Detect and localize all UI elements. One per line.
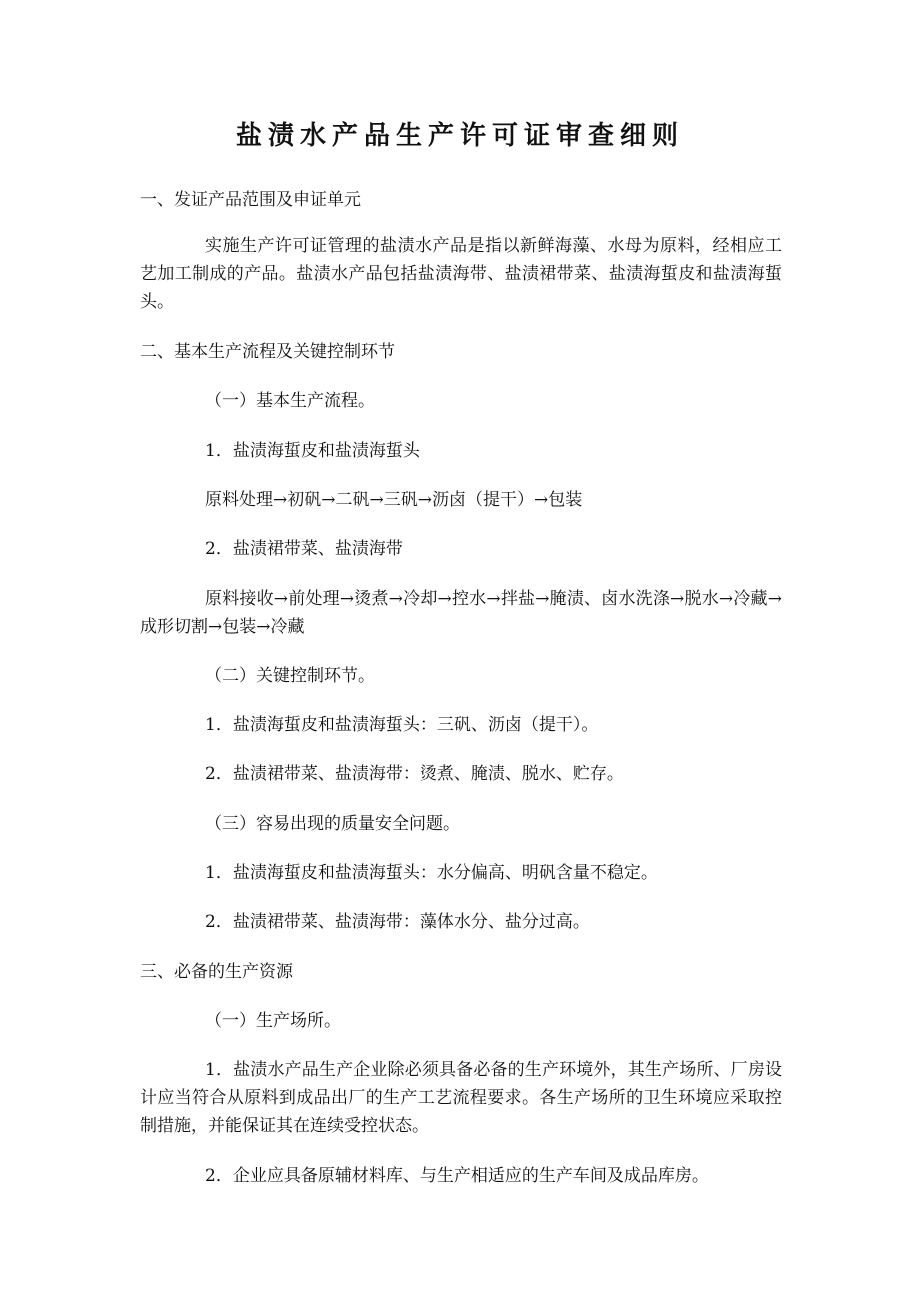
subsection-basic-flow: （一）基本生产流程。 [205,391,375,411]
control-item-jellyfish: 1．盐渍海蜇皮和盐渍海蜇头：三矾、沥卤（提干）。 [205,715,599,735]
section-1-paragraph: 实施生产许可证管理的盐渍水产品是指以新鲜海藻、水母为原料，经相应工艺加工制成的产品。盐渍水产品包括盐渍海带、盐渍裙带菜、盐渍海蜇皮和盐渍海蜇头。 [140,236,782,312]
flow-item-jellyfish: 1．盐渍海蜇皮和盐渍海蜇头 [205,441,420,461]
production-site-paragraph-2: 2．企业应具备原辅材料库、与生产相适应的生产车间及成品库房。 [205,1166,709,1186]
subsection-key-control: （二）关键控制环节。 [205,666,375,686]
production-site-paragraph-1: 1．盐渍水产品生产企业除必须具备必备的生产环境外，其生产场所、厂房设计应当符合从原料到成品出厂的生产工艺流程要求。各生产场所的卫生环境应采取控制措施，并能保证其在连续受控状态。 [140,1060,782,1136]
document-title: 盐渍水产品生产许可证审查细则 [235,121,684,151]
section-3-heading: 三、必备的生产资源 [140,962,293,982]
issue-item-seaweed: 2．盐渍裙带菜、盐渍海带：藻体水分、盐分过高。 [205,912,590,932]
subsection-quality-issues: （三）容易出现的质量安全问题。 [205,814,460,834]
subsection-production-site: （一）生产场所。 [205,1011,341,1031]
section-2-heading: 二、基本生产流程及关键控制环节 [140,342,395,362]
flow-item-seaweed: 2．盐渍裙带菜、盐渍海带 [205,539,403,559]
issue-item-jellyfish: 1．盐渍海蜇皮和盐渍海蜇头：水分偏高、明矾含量不稳定。 [205,863,658,883]
flow-seaweed-steps: 原料接收→前处理→烫煮→冷却→控水→拌盐→腌渍、卤水洗涤→脱水→冷藏→成形切割→包装→冷藏 [140,589,782,637]
control-item-seaweed: 2．盐渍裙带菜、盐渍海带：烫煮、腌渍、脱水、贮存。 [205,764,624,784]
flow-jellyfish-steps: 原料处理→初矾→二矾→三矾→沥卤（提干）→包装 [205,490,583,510]
section-1-heading: 一、发证产品范围及申证单元 [140,190,361,210]
